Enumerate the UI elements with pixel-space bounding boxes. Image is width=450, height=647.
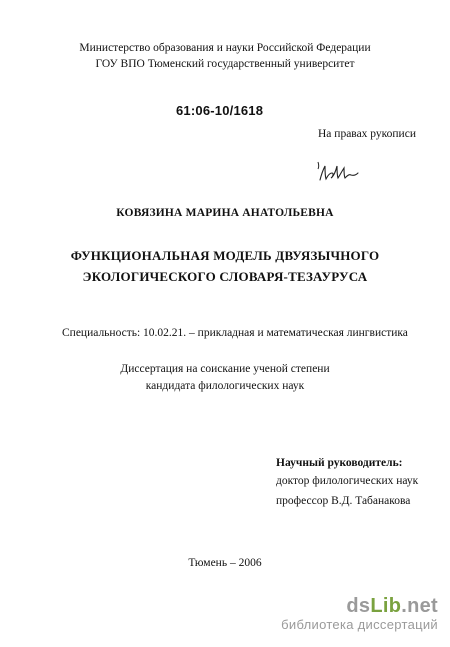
supervisor-heading: Научный руководитель:: [276, 457, 403, 469]
watermark-brand-net: .net: [401, 595, 438, 617]
manuscript-note: На правах рукописи: [318, 128, 416, 140]
handwritten-signature: [310, 158, 362, 184]
thesis-title-line-2: ЭКОЛОГИЧЕСКОГО СЛОВАРЯ-ТЕЗАУРУСА: [82, 269, 368, 284]
ministry-line: Министерство образования и науки Российской Федерации: [79, 42, 371, 54]
specialty-line: Специальность: 10.02.21. – прикладная и математическая лингвистика: [62, 327, 408, 339]
library-code: 61:06-10/1618: [176, 103, 264, 118]
watermark-brand-ds: ds: [346, 595, 371, 617]
supervisor-name: профессор В.Д. Табанакова: [276, 495, 411, 507]
thesis-title-line-1: ФУНКЦИОНАЛЬНАЯ МОДЕЛЬ ДВУЯЗЫЧНОГО: [70, 248, 380, 263]
degree-line-1: Диссертация на соискание ученой степени: [120, 363, 330, 375]
supervisor-degree: доктор филологических наук: [276, 475, 419, 487]
place-and-year: Тюмень – 2006: [188, 557, 262, 569]
watermark-brand-lib: Lib: [370, 595, 402, 617]
watermark: [281, 595, 438, 632]
watermark-brand: [281, 595, 438, 617]
watermark-tagline: библиотека диссертаций: [281, 617, 438, 632]
university-line: ГОУ ВПО Тюменский государственный университет: [95, 58, 355, 70]
author-name: КОВЯЗИНА МАРИНА АНАТОЛЬЕВНА: [116, 207, 334, 219]
degree-line-2: кандидата филологических наук: [145, 380, 305, 392]
